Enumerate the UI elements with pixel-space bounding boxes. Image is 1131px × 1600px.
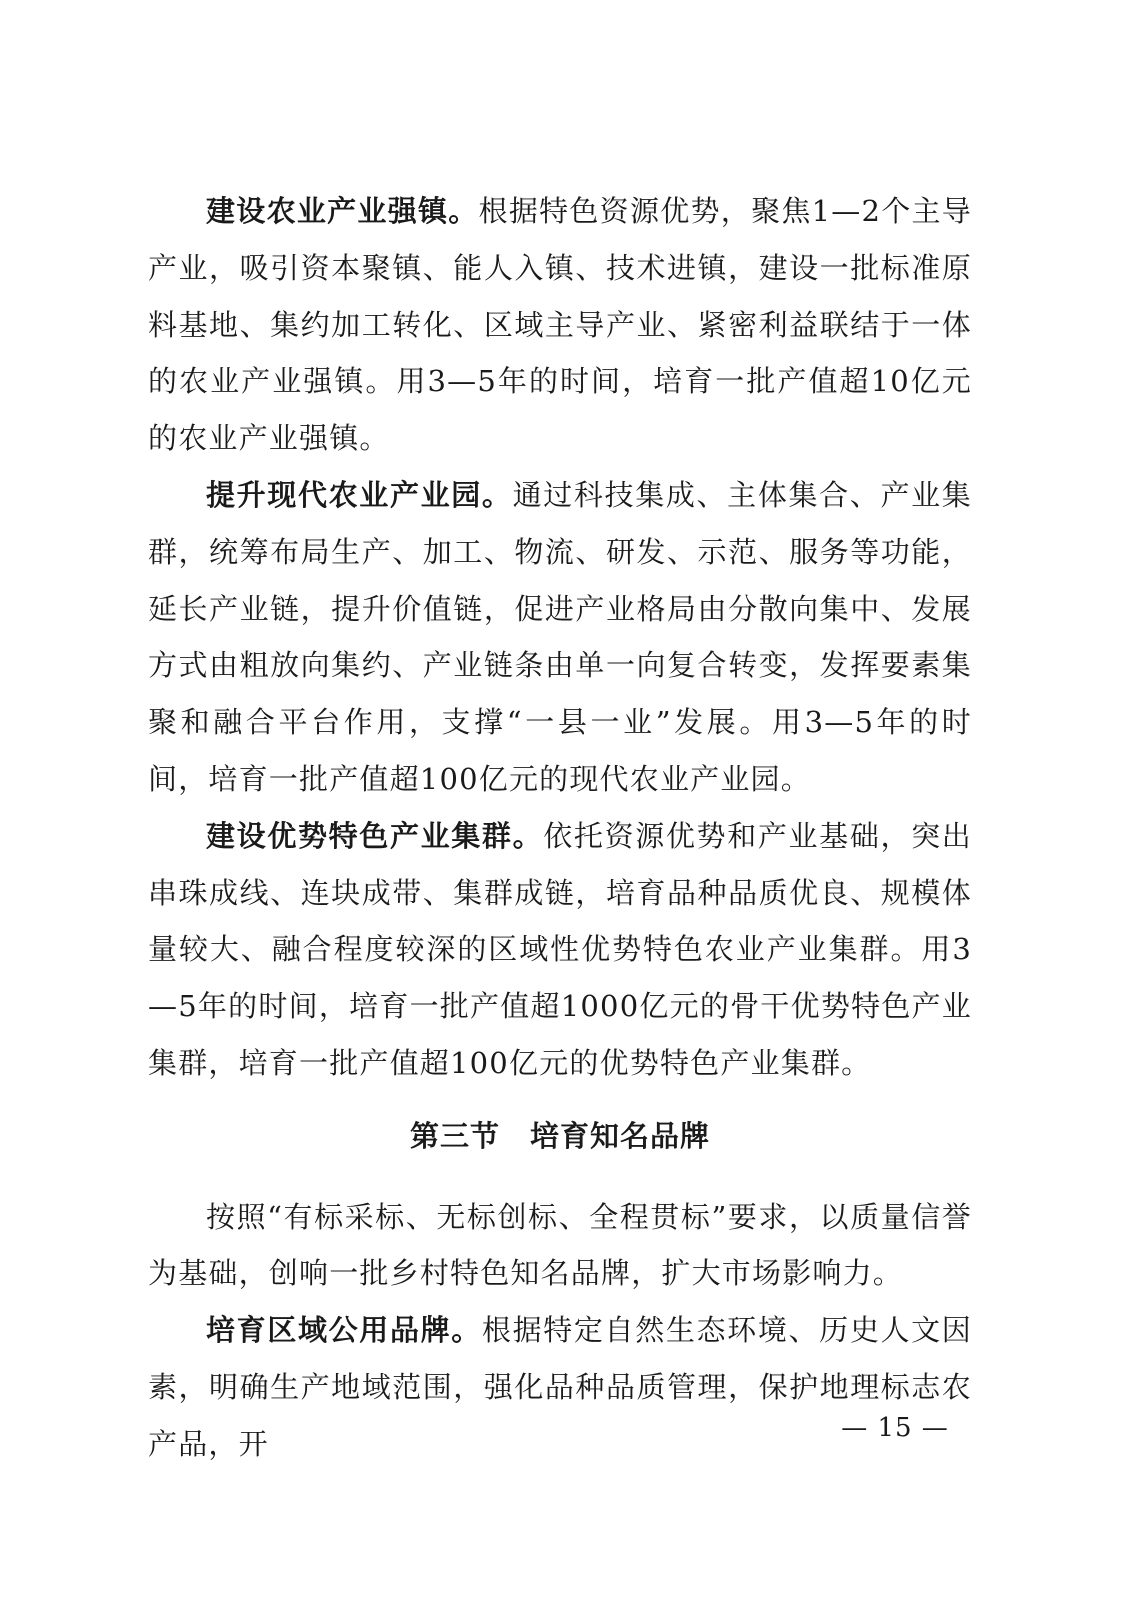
paragraph-lead: 建设农业产业强镇。 bbox=[206, 194, 479, 228]
paragraph-lead: 培育区域公用品牌。 bbox=[206, 1313, 482, 1348]
paragraph-text: 通过科技集成、主体集合、产业集群，统筹布局生产、加工、物流、研发、示范、服务等功能，延长产业链，提升价值链，促进产业格局由分散向集中、发展方式由粗放向集约、产业链条由单一向复合转变，发挥要素集聚和融合平台作用，支撑“一县一业”发展。用3—5年的时间，培育一批产值超100亿元的现代农业产业园。 bbox=[148, 477, 972, 796]
document-body bbox=[148, 183, 972, 1473]
paragraph-industrial-park bbox=[148, 467, 972, 808]
paragraph-lead: 提升现代农业产业园。 bbox=[206, 477, 513, 512]
paragraph-brand-intro bbox=[148, 1189, 972, 1303]
page-number: — 15 — bbox=[841, 1413, 949, 1443]
section-title: 第三节 培育知名品牌 bbox=[409, 1118, 710, 1153]
paragraph-text: 依托资源优势和产业基础，突出串珠成线、连块成带、集群成链，培育品种品质优良、规模体量较大、融合程度较深的区域性优势特色农业产业集群。用3—5年的时间，培育一批产值超1000亿元的骨干优势特色产业集群，培育一批产值超100亿元的优势特色产业集群。 bbox=[148, 818, 973, 1080]
paragraph-agricultural-town bbox=[148, 183, 972, 467]
paragraph-text: 根据特色资源优势，聚焦1—2个主导产业，吸引资本聚镇、能人入镇、技术进镇，建设一批标准原料基地、集约加工转化、区域主导产业、紧密利益联结于一体的农业产业强镇。用3—5年的时间，培育一批产值超10亿元的农业产业强镇。 bbox=[148, 194, 972, 456]
paragraph-text: 按照“有标采标、无标创标、全程贯标”要求，以质量信誉为基础，创响一批乡村特色知名品牌，扩大市场影响力。 bbox=[148, 1199, 972, 1291]
paragraph-text: 根据特定自然生态环境、历史人文因素，明确生产地域范围，强化品种品质管理，保护地理标志农产品，开 bbox=[148, 1313, 972, 1461]
paragraph-lead: 建设优势特色产业集群。 bbox=[206, 818, 544, 853]
paragraph-industry-cluster bbox=[148, 808, 972, 1092]
